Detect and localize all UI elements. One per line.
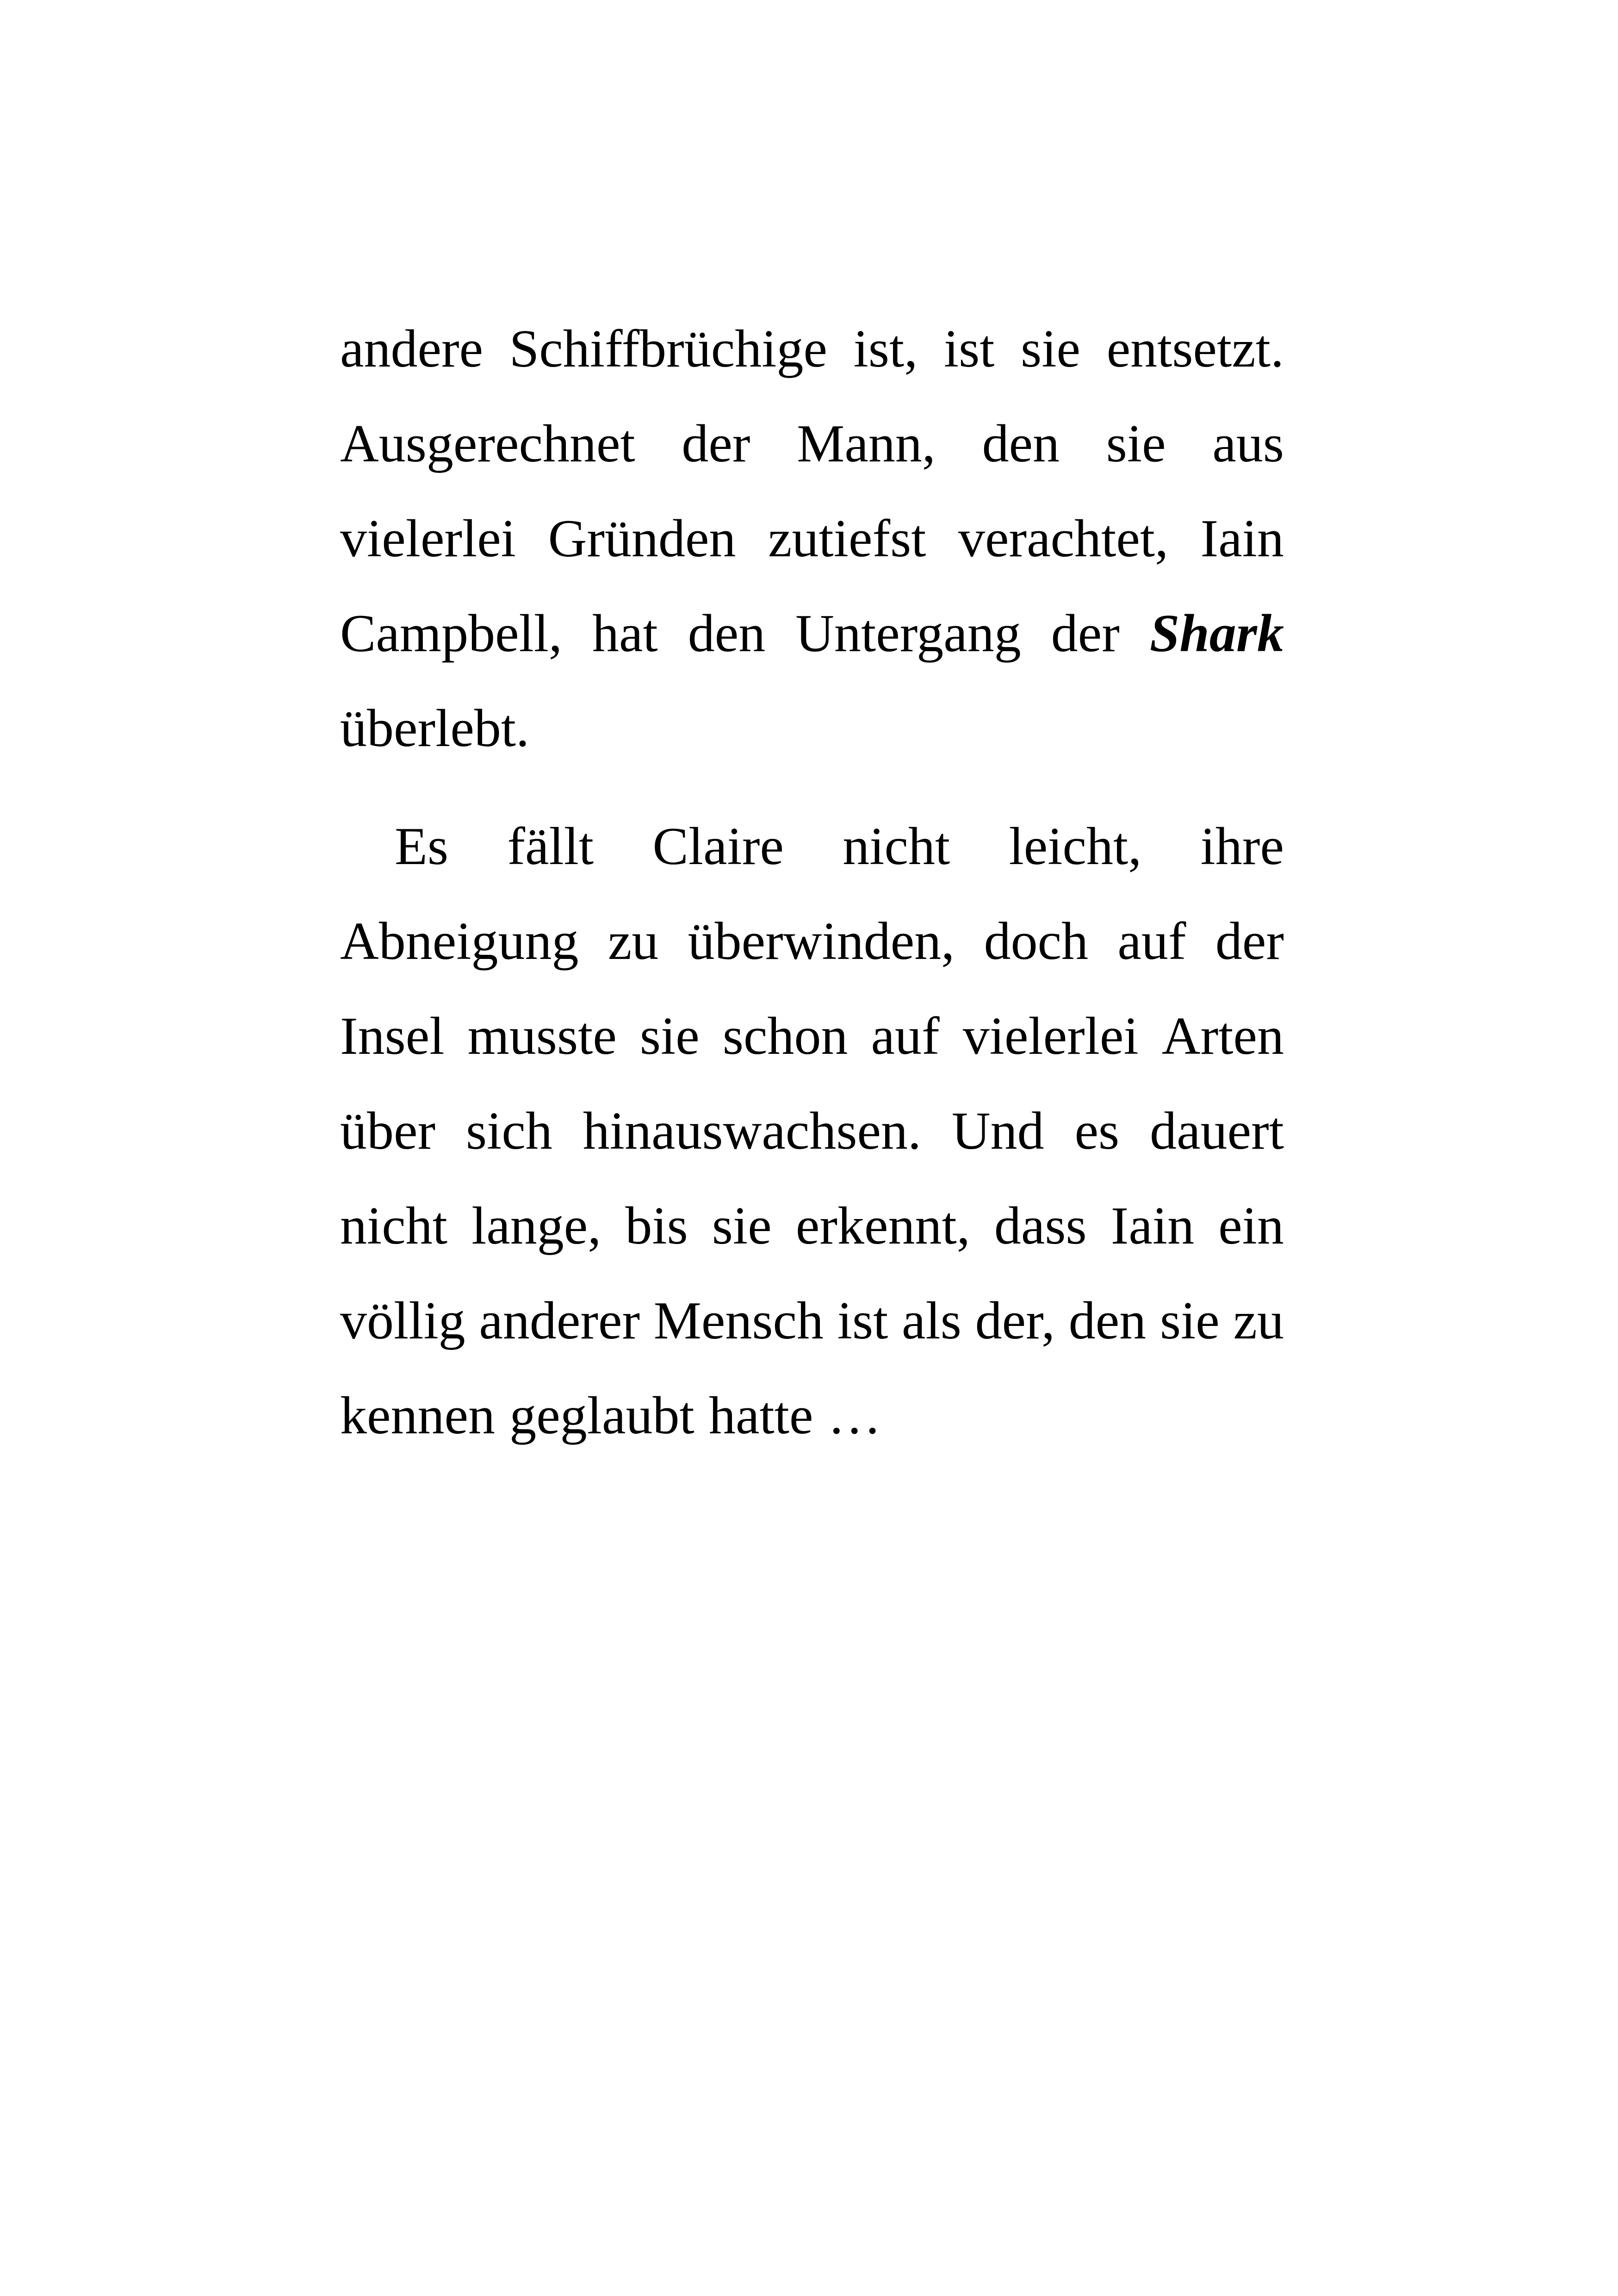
word: hat <box>592 604 658 663</box>
word: entsetzt. <box>1106 319 1284 379</box>
word: Gründen <box>548 509 736 568</box>
word: vielerlei <box>962 1007 1139 1066</box>
word: hatte <box>709 1386 813 1445</box>
word: Campbell, <box>340 604 563 663</box>
word: sie <box>1021 319 1081 379</box>
word: Schiffbrüchige <box>509 319 827 379</box>
word: zutiefst <box>768 509 926 568</box>
text-line <box>340 989 1284 1084</box>
word: Iain <box>1110 1196 1195 1256</box>
body-text <box>340 302 1284 1463</box>
word: Mann, <box>797 414 936 473</box>
paragraph <box>340 302 1284 776</box>
word: aus <box>1212 414 1284 473</box>
text-line <box>340 1084 1284 1179</box>
word: sich <box>466 1101 552 1161</box>
word: andere <box>340 319 484 379</box>
word: ist, <box>853 319 918 379</box>
word: über <box>340 1101 436 1161</box>
word: sie <box>1106 414 1166 473</box>
text-line <box>340 681 1284 776</box>
word: sie <box>1159 1291 1220 1350</box>
word: Abneigung <box>340 912 579 971</box>
word: erkennt, <box>795 1196 970 1256</box>
word: Und <box>951 1101 1044 1161</box>
ship-name-emphasis: Shark <box>1149 604 1284 663</box>
word: Ausgerechnet <box>340 414 635 473</box>
text-line <box>340 492 1284 586</box>
word: kennen <box>340 1386 495 1445</box>
word: auf <box>871 1007 940 1066</box>
word: schon <box>722 1007 848 1066</box>
word: geglaubt <box>509 1386 694 1445</box>
word: den <box>982 414 1060 473</box>
word: vielerlei <box>340 509 516 568</box>
word: überlebt. <box>340 699 530 758</box>
word: hinauswachsen. <box>583 1101 921 1161</box>
word: nicht <box>340 1196 447 1256</box>
word: zu <box>608 912 659 971</box>
word: anderer <box>479 1291 640 1350</box>
text-line <box>340 894 1284 989</box>
word: leicht, <box>1009 817 1142 876</box>
word: Es <box>395 817 448 876</box>
word: Mensch <box>653 1291 824 1350</box>
word: musste <box>467 1007 617 1066</box>
word: sie <box>712 1196 772 1256</box>
word: Untergang <box>795 604 1021 663</box>
paragraph-gap <box>340 776 1284 799</box>
text-line <box>340 1274 1284 1369</box>
word: den <box>1068 1291 1147 1350</box>
text-line <box>340 397 1284 492</box>
word: ihre <box>1200 817 1284 876</box>
word: Insel <box>340 1007 445 1066</box>
word: es <box>1074 1101 1120 1161</box>
text-line <box>340 586 1284 681</box>
text-line <box>340 1369 1284 1463</box>
word: fällt <box>507 817 594 876</box>
word: dass <box>994 1196 1087 1256</box>
word: Iain <box>1200 509 1284 568</box>
text-line <box>340 302 1284 397</box>
text-line <box>340 799 1284 894</box>
word: der, <box>975 1291 1055 1350</box>
word: überwinden, <box>688 912 955 971</box>
word: verachtet, <box>958 509 1169 568</box>
word: ein <box>1218 1196 1284 1256</box>
paragraph <box>340 799 1284 1463</box>
word: lange, <box>471 1196 601 1256</box>
word: ist <box>943 319 995 379</box>
text-line <box>340 1179 1284 1274</box>
word: dauert <box>1150 1101 1284 1161</box>
word: nicht <box>843 817 950 876</box>
word: Arten <box>1161 1007 1284 1066</box>
word: zu <box>1233 1291 1284 1350</box>
word: der <box>1051 604 1120 663</box>
word: als <box>902 1291 961 1350</box>
word: völlig <box>340 1291 465 1350</box>
word: bis <box>625 1196 688 1256</box>
word: den <box>688 604 766 663</box>
word: doch <box>984 912 1089 971</box>
word: ist <box>837 1291 888 1350</box>
word: auf <box>1117 912 1186 971</box>
word: Claire <box>652 817 784 876</box>
word: der <box>682 414 750 473</box>
word: der <box>1215 912 1284 971</box>
word: sie <box>639 1007 700 1066</box>
word: … <box>827 1386 881 1445</box>
